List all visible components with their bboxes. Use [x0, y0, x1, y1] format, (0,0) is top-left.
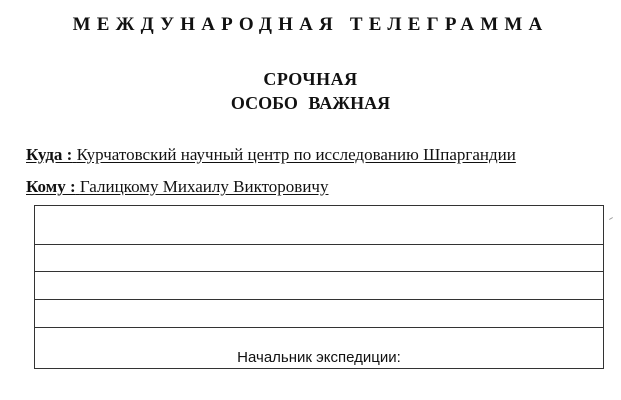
priority-very-important: ОСОБО ВАЖНАЯ [230, 93, 391, 113]
message-line-4 [35, 327, 603, 328]
message-line-1 [35, 244, 603, 245]
message-box [34, 205, 604, 369]
destination-label: Куда : [26, 145, 73, 164]
destination-value: Курчатовский научный центр по исследованию Шпаргандии [76, 145, 516, 164]
destination-row [26, 145, 516, 165]
scan-speck [609, 217, 613, 220]
signature-label: Начальник экспедиции: [237, 349, 401, 366]
recipient-label: Кому : [26, 177, 76, 196]
message-line-3 [35, 299, 603, 300]
telegram-heading: МЕЖДУНАРОДНАЯ ТЕЛЕГРАММА [72, 14, 549, 35]
priority-urgent: СРОЧНАЯ [263, 69, 358, 89]
recipient-value: Галицкому Михаилу Викторовичу [79, 177, 329, 196]
recipient-row [26, 177, 328, 197]
message-line-2 [35, 271, 603, 272]
